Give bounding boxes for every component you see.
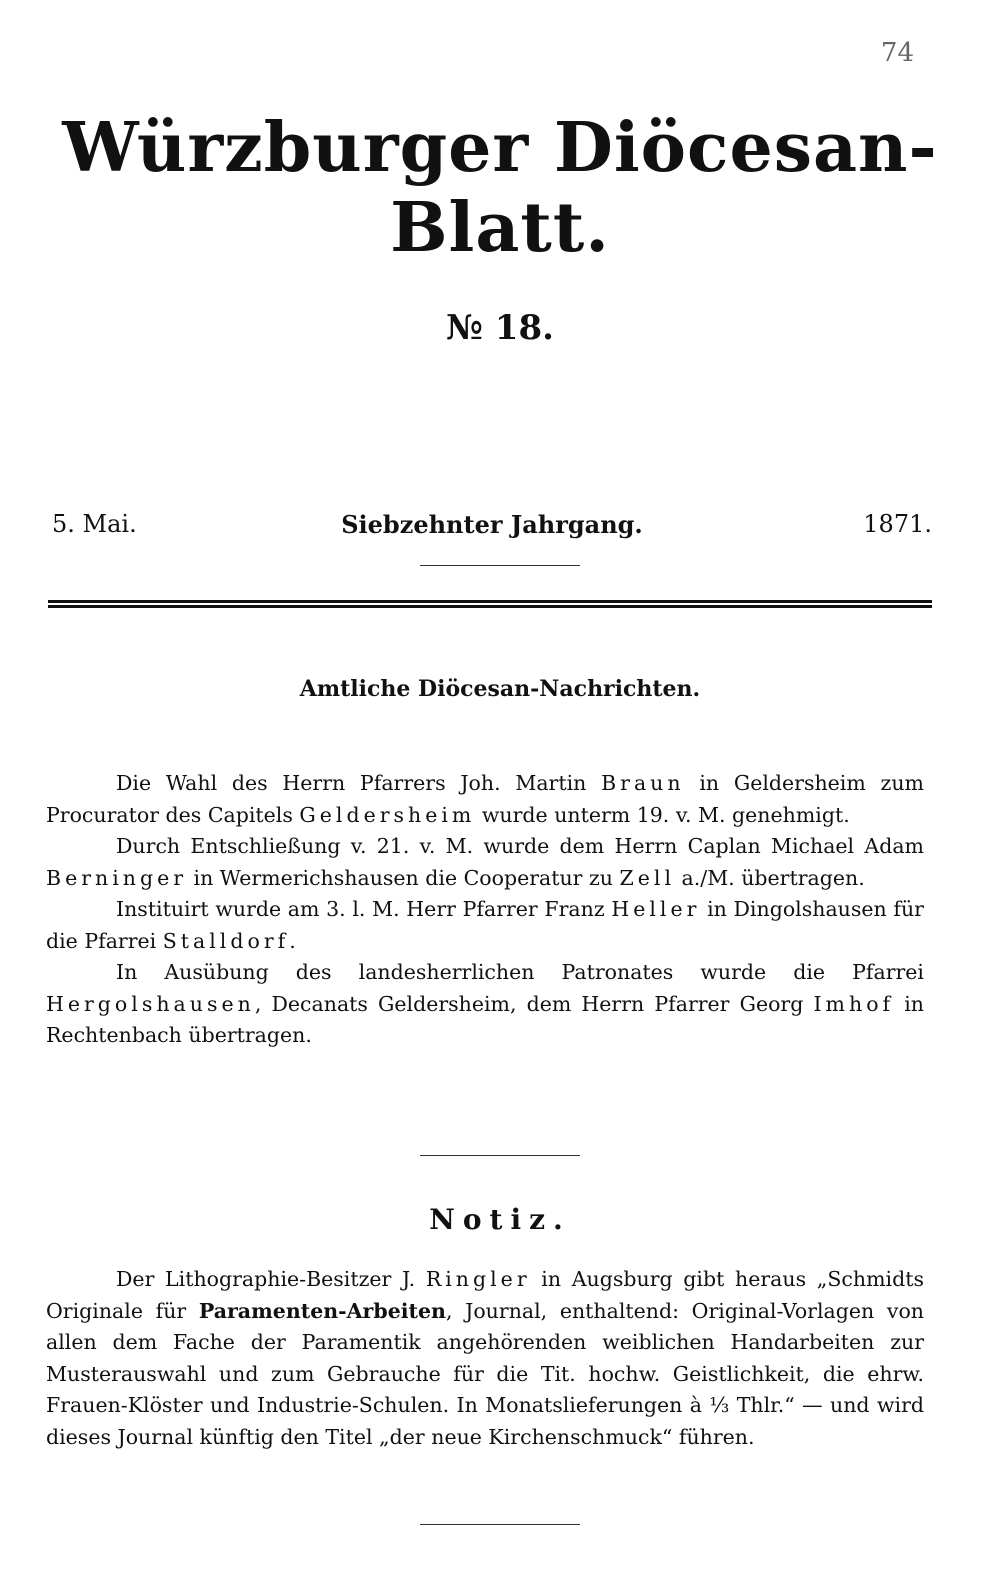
text: wurde unterm 19. v. M. genehmigt. bbox=[475, 802, 850, 827]
text: , Decanats Geldersheim, dem Herrn Pfarrer Georg bbox=[254, 991, 814, 1016]
paragraph bbox=[46, 1264, 924, 1453]
issue-year: 1871. bbox=[863, 510, 932, 538]
text: In Ausübung des landesherrlichen Patronates wurde die Pfarrei bbox=[116, 960, 924, 984]
text: Durch Entschließung v. 21. v. M. wurde dem Herrn Caplan Michael Adam bbox=[116, 834, 924, 858]
short-divider bbox=[420, 1524, 580, 1525]
text: . bbox=[289, 928, 296, 953]
notice-body bbox=[46, 1264, 924, 1453]
person-name: Berninger bbox=[46, 865, 188, 890]
place-name: Zell bbox=[619, 865, 676, 890]
issue-date: 5. Mai. bbox=[52, 510, 137, 538]
paragraph bbox=[46, 831, 924, 894]
notice-heading: Notiz. bbox=[429, 1203, 571, 1236]
text: in Augsburg gibt heraus „Schmidts Originale für bbox=[46, 1267, 924, 1323]
text: Instituirt wurde am 3. l. M. Herr Pfarrer Franz bbox=[116, 897, 612, 921]
paragraph bbox=[46, 894, 924, 957]
issue-number: № 18. bbox=[446, 308, 554, 348]
short-divider bbox=[420, 565, 580, 566]
volume-label: Siebzehnter Jahrgang. bbox=[341, 510, 643, 539]
place-name: Geldersheim bbox=[299, 802, 476, 827]
person-name: Heller bbox=[611, 897, 701, 921]
text: in Dingolshausen für die Pfarrei bbox=[46, 897, 924, 953]
place-name: Stalldorf bbox=[162, 928, 290, 953]
text: in Wermerichshausen die Cooperatur zu bbox=[187, 865, 620, 890]
official-news-heading: Amtliche Diöcesan-Nachrichten. bbox=[299, 676, 701, 702]
text: in Rechtenbach übertragen. bbox=[46, 991, 924, 1047]
person-name: Imhof bbox=[813, 991, 895, 1016]
text: Die Wahl des Herrn Pfarrers Joh. Martin bbox=[116, 771, 602, 795]
short-divider bbox=[420, 1155, 580, 1156]
page-number: 74 bbox=[880, 38, 914, 68]
official-news-body bbox=[46, 768, 924, 1052]
person-name: Braun bbox=[601, 771, 685, 795]
text: , Journal, enthaltend: Original-Vorlagen von allen dem Fache der Paramentik angehörenden weiblichen Handarbeiten zur Musterauswahl und zum Gebrauche für die Tit. hochw. Geistlichkeit, die ehrw. Frauen-Klöster und Industrie-Schulen. In Monatslieferungen à ⅓ Thlr.“ — und wird dieses Journal künftig den Titel „der neue Kirchenschmuck“ führen. bbox=[46, 1298, 924, 1449]
double-rule bbox=[48, 600, 932, 608]
text: Der Lithographie-Besitzer J. bbox=[116, 1267, 426, 1291]
masthead-title: Würzburger Diöcesan-Blatt. bbox=[62, 108, 938, 268]
text: in Geldersheim zum Procurator des Capitels bbox=[46, 771, 924, 827]
publication-title: Paramenten-Arbeiten bbox=[198, 1298, 446, 1323]
paragraph bbox=[46, 957, 924, 1052]
paragraph bbox=[46, 768, 924, 831]
place-name: Hergolshausen bbox=[46, 991, 255, 1016]
person-name: Ringler bbox=[425, 1267, 531, 1291]
text: a./M. übertragen. bbox=[675, 865, 865, 890]
